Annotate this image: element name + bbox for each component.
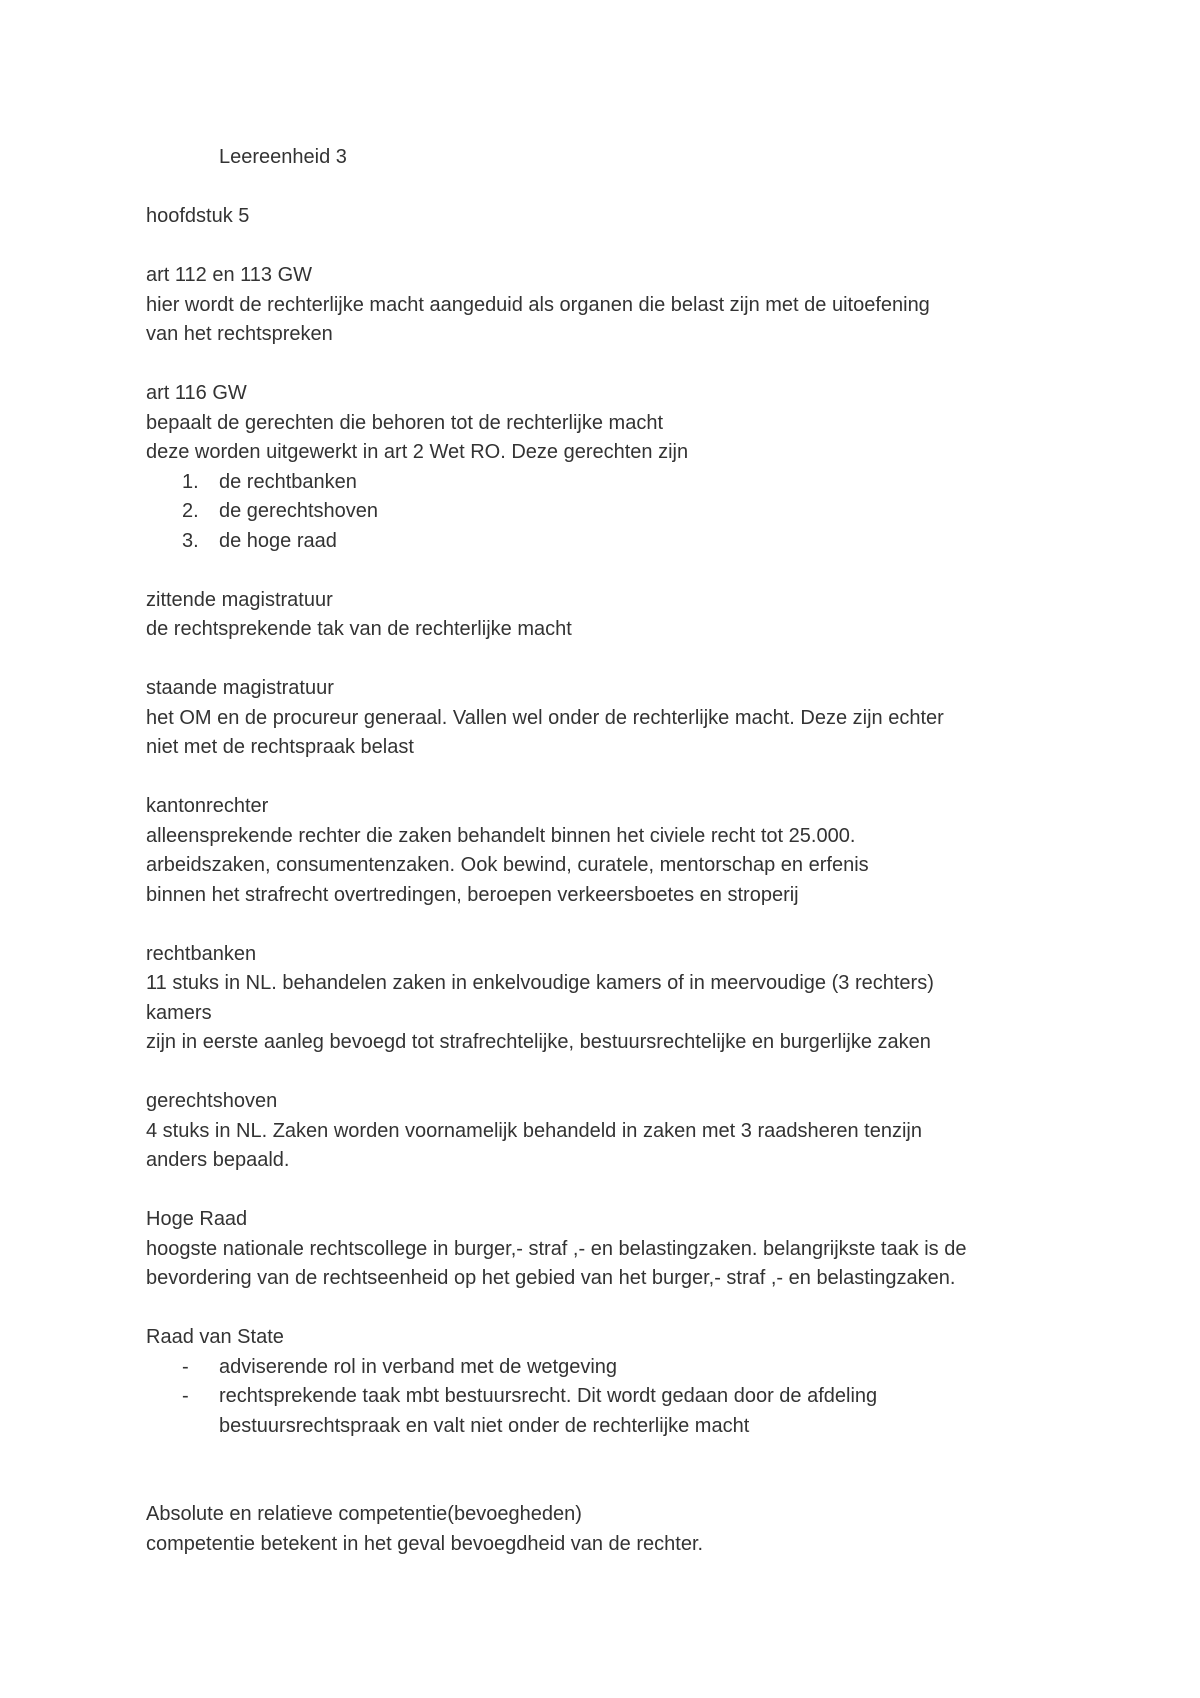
paragraph-line: bevordering van de rechtseenheid op het gebied van het burger,- straf ,- en belastingzaken. — [146, 1267, 956, 1289]
list-item-text: adviserende rol in verband met de wetgeving — [219, 1355, 618, 1378]
list-bullet: - — [182, 1355, 189, 1378]
list-bullet: - — [182, 1385, 189, 1407]
list-item-text: de hoge raad — [219, 529, 337, 552]
paragraph-line: het OM en de procureur generaal. Vallen wel onder de rechterlijke macht. Deze zijn echter — [146, 706, 944, 729]
paragraph-line: 4 stuks in NL. Zaken worden voornamelijk behandeld in zaken met 3 raadsheren tenzijn — [146, 1119, 922, 1142]
section-heading-zittende: zittende magistratuur — [146, 588, 333, 611]
paragraph-line: zijn in eerste aanleg bevoegd tot strafrechtelijke, bestuursrechtelijke en burgerlijke zaken — [146, 1031, 931, 1053]
list-number: 2. — [182, 500, 199, 522]
list-item-text: de gerechtshoven — [219, 500, 379, 522]
paragraph-line: competentie betekent in het geval bevoegdheid van de rechter. — [146, 1532, 704, 1555]
section-heading-hoge-raad: Hoge Raad — [146, 1208, 248, 1230]
section-heading-art116: art 116 GW — [146, 382, 247, 404]
section-heading-raad-van-state: Raad van State — [146, 1326, 284, 1348]
list-item — [146, 527, 1106, 557]
list-item — [146, 468, 1106, 498]
paragraph-line: bepaalt de gerechten die behoren tot de rechterlijke macht — [146, 411, 664, 434]
paragraph-line: niet met de rechtspraak belast — [146, 736, 414, 758]
paragraph-line: hoogste nationale rechtscollege in burger,- straf ,- en belastingzaken. belangrijkste taak is de — [146, 1237, 967, 1260]
section-heading-staande: staande magistratuur — [146, 677, 334, 699]
list-number: 3. — [182, 529, 199, 552]
list-item — [146, 1382, 1106, 1441]
chapter-heading: hoofdstuk 5 — [146, 205, 250, 227]
paragraph-line: kamers — [146, 1001, 212, 1024]
list-item-text: rechtsprekende taak mbt bestuursrecht. Dit wordt gedaan door de afdeling — [219, 1385, 878, 1407]
paragraph-line: deze worden uitgewerkt in art 2 Wet RO. Deze gerechten zijn — [146, 441, 689, 463]
list-item — [146, 497, 1106, 527]
section-heading-rechtbanken: rechtbanken — [146, 942, 257, 965]
list-item-text: de rechtbanken — [219, 470, 357, 493]
document-body — [146, 143, 1106, 1559]
paragraph-line: 11 stuks in NL. behandelen zaken in enkelvoudige kamers of in meervoudige (3 rechters) — [146, 972, 934, 994]
section-heading-kantonrechter: kantonrechter — [146, 795, 269, 817]
list-item-text: bestuursrechtspraak en valt niet onder de rechterlijke macht — [219, 1414, 750, 1437]
paragraph-line: van het rechtspreken — [146, 323, 333, 345]
section-heading-competentie: Absolute en relatieve competentie(bevoegheden) — [146, 1503, 582, 1525]
paragraph-line: binnen het strafrecht overtredingen, beroepen verkeersboetes en stroperij — [146, 883, 799, 906]
paragraph-line: alleensprekende rechter die zaken behandelt binnen het civiele recht tot 25.000. — [146, 824, 856, 847]
bullet-list-raad-van-state — [146, 1353, 1106, 1442]
list-item — [146, 1353, 1106, 1383]
paragraph-line: arbeidszaken, consumentenzaken. Ook bewind, curatele, mentorschap en erfenis — [146, 854, 869, 876]
section-heading-gerechtshoven: gerechtshoven — [146, 1090, 278, 1112]
paragraph-line: hier wordt de rechterlijke macht aangeduid als organen die belast zijn met de uitoefening — [146, 293, 930, 316]
section-heading-art112: art 112 en 113 GW — [146, 264, 313, 286]
numbered-list-gerechten — [146, 468, 1106, 557]
document-title: Leereenheid 3 — [219, 146, 347, 168]
list-number: 1. — [182, 470, 199, 493]
paragraph-line: anders bepaald. — [146, 1149, 290, 1171]
paragraph-line: de rechtsprekende tak van de rechterlijke macht — [146, 618, 572, 640]
